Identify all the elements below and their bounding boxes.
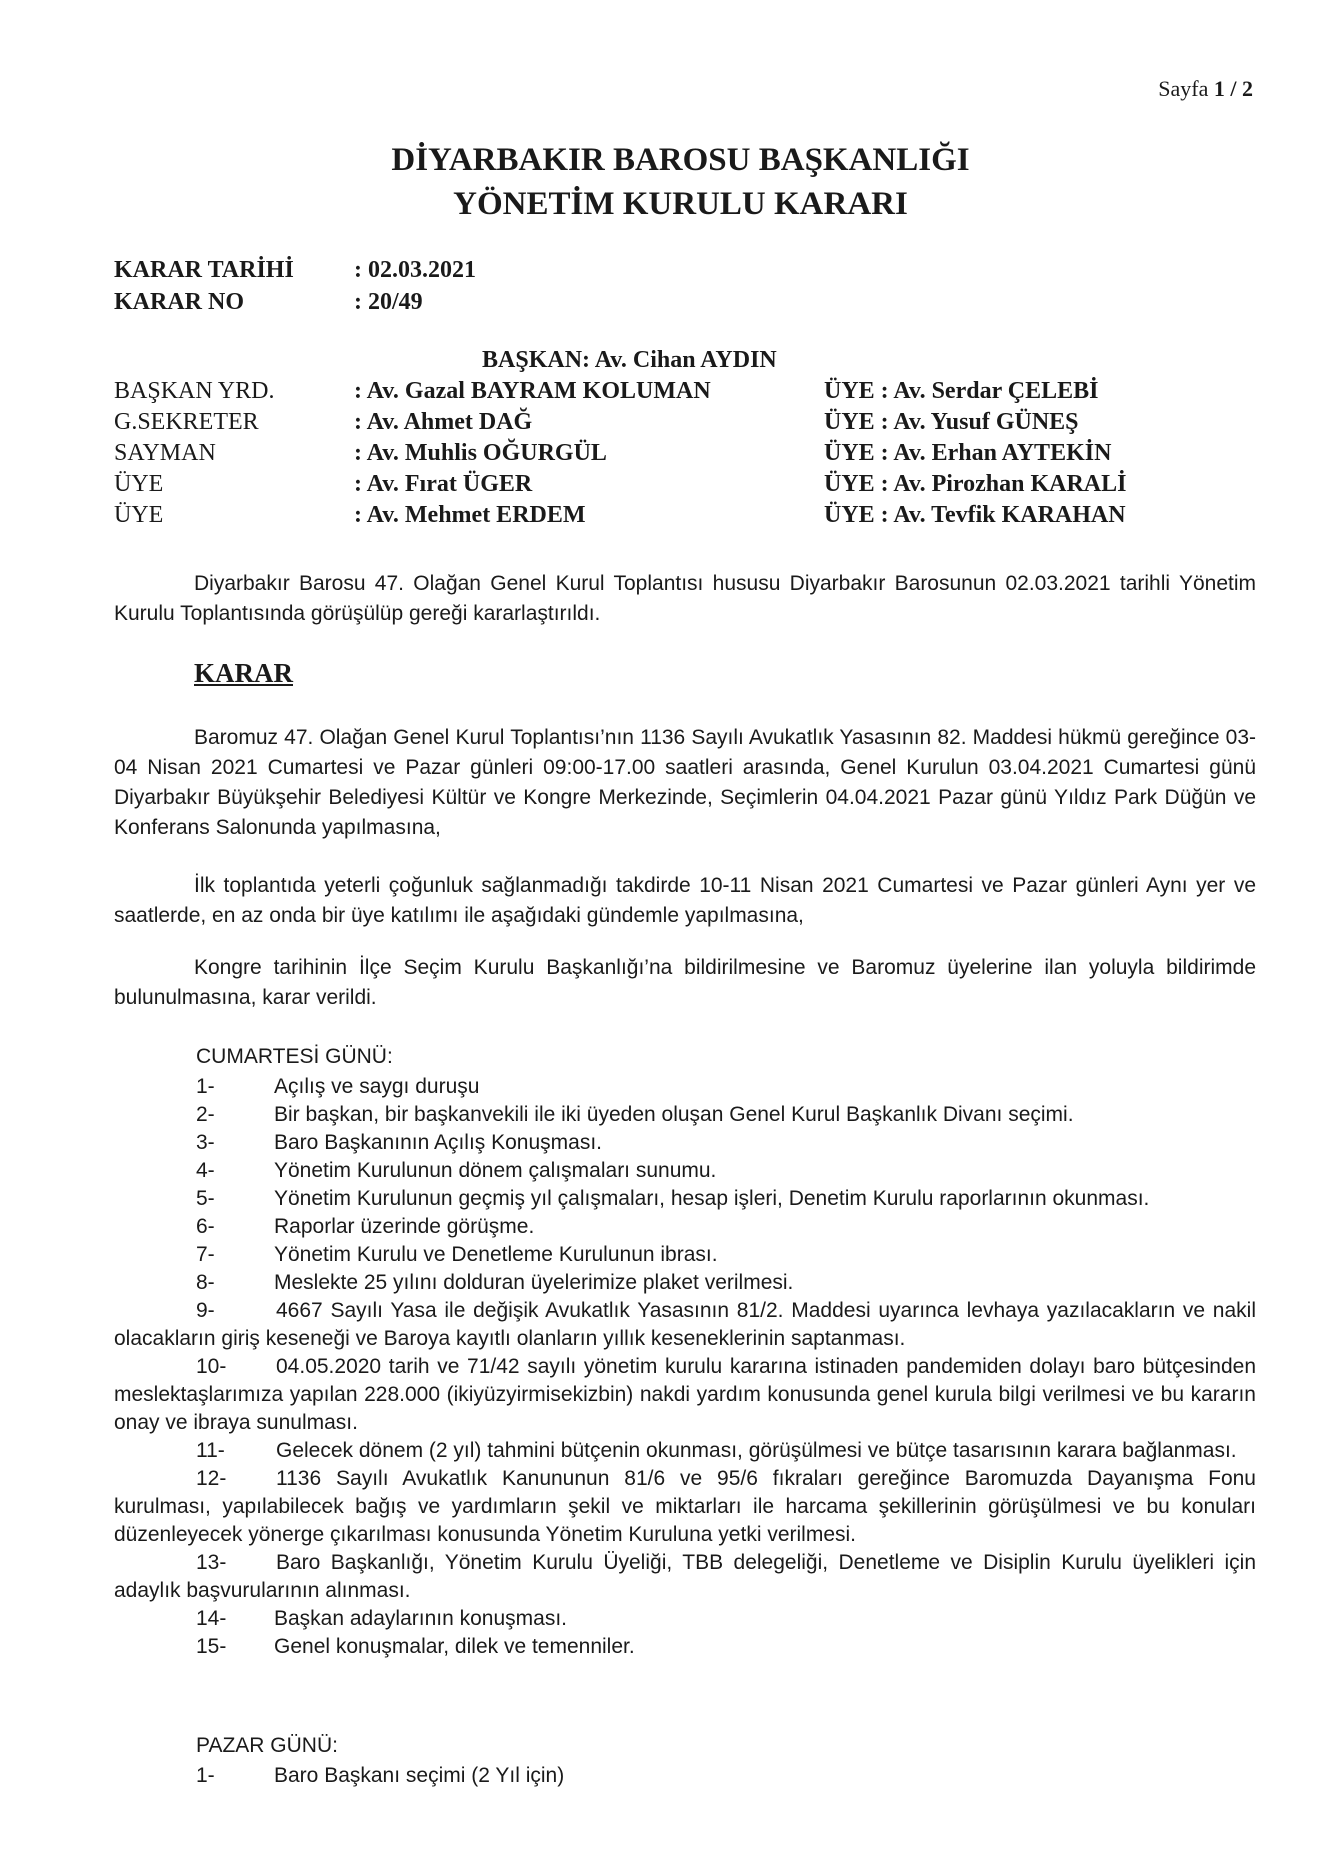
agenda-text: Meslekte 25 yılını dolduran üyelerimize plaket verilmesi. xyxy=(274,1271,794,1294)
agenda-item xyxy=(114,1633,1256,1661)
agenda-number: 7- xyxy=(196,1243,215,1266)
agenda-text: Bir başkan, bir başkanvekili ile iki üyeden oluşan Genel Kurul Başkanlık Divanı seçimi. xyxy=(274,1103,1074,1126)
saturday-agenda xyxy=(114,1073,1256,1661)
agenda-number: 5- xyxy=(196,1187,215,1210)
board-role: G.SEKRETER xyxy=(114,409,259,435)
board-chair: BAŞKAN: Av. Cihan AYDIN xyxy=(482,347,777,373)
decision-date-row xyxy=(114,254,476,286)
agenda-text: Baro Başkanının Açılış Konuşması. xyxy=(274,1131,603,1154)
board-role: SAYMAN xyxy=(114,440,216,466)
decision-number-row xyxy=(114,286,476,318)
karar-text: Kongre tarihinin İlçe Seçim Kurulu Başkanlığı’na bildirilmesine ve Baromuz üyelerine ilan yoluyla bildirimde bulunulmasına, karar verildi. xyxy=(114,956,1256,1009)
agenda-text: Gelecek dönem (2 yıl) tahmini bütçenin okunması, görüşülmesi ve bütçe tasarısının karara bağlanması. xyxy=(276,1439,1237,1462)
agenda-number: 8- xyxy=(196,1271,215,1294)
agenda-item xyxy=(114,1353,1256,1437)
agenda-number: 11- xyxy=(196,1439,225,1462)
board-member: ÜYE : Av. Tevfik KARAHAN xyxy=(824,502,1126,528)
agenda-number: 4- xyxy=(196,1159,215,1182)
agenda-item xyxy=(114,1605,1256,1633)
agenda-item xyxy=(114,1157,1256,1185)
board-row xyxy=(114,500,1234,531)
board-role: ÜYE xyxy=(114,471,164,497)
sunday-title: PAZAR GÜNÜ: xyxy=(196,1734,338,1757)
intro-paragraph xyxy=(114,569,1256,629)
agenda-number: 3- xyxy=(196,1131,215,1154)
agenda-item xyxy=(114,1549,1256,1605)
karar-paragraph-1 xyxy=(114,723,1256,843)
agenda-item xyxy=(114,1297,1256,1353)
heading-line-2: YÖNETİM KURULU KARARI xyxy=(453,186,908,222)
karar-text: Baromuz 47. Olağan Genel Kurul Toplantısı’nın 1136 Sayılı Avukatlık Yasasının 82. Maddesi hükmü gereğince 03-04 Nisan 2021 Cumartesi ve Pazar günleri 09:00-17.00 saatleri arasında, Genel Kurulun 03.04.2021 Cumartesi günü Diyarbakır Büyükşehir Belediyesi Kültür ve Kongre Merkezinde, Seçimlerin 04.04.2021 Pazar günü Yıldız Park Düğün ve Konferans Salonunda yapılmasına, xyxy=(114,726,1256,839)
karar-paragraph-3 xyxy=(114,953,1256,1013)
agenda-number: 10- xyxy=(196,1355,227,1378)
board-member: ÜYE : Av. Erhan AYTEKİN xyxy=(824,440,1112,466)
agenda-item xyxy=(114,1101,1256,1129)
board-role: ÜYE xyxy=(114,502,164,528)
board-name: : Av. Muhlis OĞURGÜL xyxy=(354,440,607,466)
agenda-text: Yönetim Kurulunun dönem çalışmaları sunumu. xyxy=(274,1159,717,1182)
agenda-number: 9- xyxy=(196,1299,215,1322)
decision-meta xyxy=(114,254,476,318)
karar-title: KARAR xyxy=(194,658,293,688)
saturday-title: CUMARTESİ GÜNÜ: xyxy=(196,1045,393,1068)
page-number xyxy=(1158,76,1253,102)
agenda-text: 04.05.2020 tarih ve 71/42 sayılı yönetim kurulu kararına istinaden pandemiden dolayı baro bütçesinden meslektaşlarımıza yapılan 228.000 (ikiyüzyirmisekizbin) nakdi yardım konusunda genel kurula bilgi verilmesi ve bu kararın onay ve ibraya sunulması. xyxy=(114,1355,1256,1434)
board-member: ÜYE : Av. Serdar ÇELEBİ xyxy=(824,378,1099,404)
agenda-text: 4667 Sayılı Yasa ile değişik Avukatlık Yasasının 81/2. Maddesi uyarınca levhaya yazılacakların ve nakil olacakların giriş keseneği ve Baroya kayıtlı olanların yıllık keseneklerinin saptanması. xyxy=(114,1299,1256,1350)
agenda-item xyxy=(114,1185,1256,1213)
agenda-text: Raporlar üzerinde görüşme. xyxy=(274,1215,535,1238)
agenda-item xyxy=(114,1762,1256,1790)
agenda-text: Yönetim Kurulunun geçmiş yıl çalışmaları, hesap işleri, Denetim Kurulu raporlarının okunması. xyxy=(274,1187,1150,1210)
board-name: : Av. Mehmet ERDEM xyxy=(354,502,586,528)
agenda-item xyxy=(114,1241,1256,1269)
board-members xyxy=(114,345,1234,531)
board-row xyxy=(114,469,1234,500)
agenda-item xyxy=(114,1465,1256,1549)
agenda-text: Başkan adaylarının konuşması. xyxy=(274,1607,567,1630)
agenda-number: 13- xyxy=(196,1551,227,1574)
decision-number-value: : 20/49 xyxy=(354,289,423,315)
agenda-item xyxy=(114,1129,1256,1157)
agenda-text: Baro Başkanlığı, Yönetim Kurulu Üyeliği, TBB delegeliği, Denetleme ve Disiplin Kurulu üyelikleri için adaylık başvurularının alınması. xyxy=(114,1551,1256,1602)
agenda-number: 15- xyxy=(196,1635,227,1658)
board-role: BAŞKAN YRD. xyxy=(114,378,275,404)
decision-date-value: : 02.03.2021 xyxy=(354,257,476,283)
sunday-agenda xyxy=(114,1762,1256,1790)
board-row xyxy=(114,407,1234,438)
heading-line-1: DİYARBAKIR BAROSU BAŞKANLIĞI xyxy=(391,142,970,178)
board-name: : Av. Gazal BAYRAM KOLUMAN xyxy=(354,378,711,404)
agenda-text: Açılış ve saygı duruşu xyxy=(274,1075,480,1098)
agenda-number: 1- xyxy=(196,1075,215,1098)
board-row xyxy=(114,438,1234,469)
agenda-text: Genel konuşmalar, dilek ve temenniler. xyxy=(274,1635,635,1658)
agenda-text: Baro Başkanı seçimi (2 Yıl için) xyxy=(274,1764,565,1787)
decision-date-label: KARAR TARİHİ xyxy=(114,257,294,283)
agenda-text: Yönetim Kurulu ve Denetleme Kurulunun ibrası. xyxy=(274,1243,718,1266)
karar-paragraph-2 xyxy=(114,871,1256,931)
agenda-text: 1136 Sayılı Avukatlık Kanununun 81/6 ve 95/6 fıkraları gereğince Baromuzda Dayanışma Fonu kurulması, yapılabilecek bağış ve yardımların şekil ve miktarları ile harcama şekillerinin görüşülmesi ve bu konuları düzenleyecek yönerge çıkarılması konusunda Yönetim Kuruluna yetki verilmesi. xyxy=(114,1467,1256,1546)
board-name: : Av. Ahmet DAĞ xyxy=(354,409,533,435)
board-name: : Av. Fırat ÜGER xyxy=(354,471,533,497)
agenda-number: 1- xyxy=(196,1764,215,1787)
agenda-item xyxy=(114,1437,1256,1465)
page-number-label: Sayfa xyxy=(1158,76,1209,101)
agenda-item xyxy=(114,1073,1256,1101)
agenda-number: 2- xyxy=(196,1103,215,1126)
board-row xyxy=(114,376,1234,407)
agenda-number: 6- xyxy=(196,1215,215,1238)
decision-number-label: KARAR NO xyxy=(114,289,244,315)
board-member: ÜYE : Av. Yusuf GÜNEŞ xyxy=(824,409,1079,435)
agenda-item xyxy=(114,1269,1256,1297)
page-number-value: 1 / 2 xyxy=(1213,76,1253,101)
agenda-item xyxy=(114,1213,1256,1241)
karar-text: İlk toplantıda yeterli çoğunluk sağlanmadığı takdirde 10-11 Nisan 2021 Cumartesi ve Pazar günleri Aynı yer ve saatlerde, en az onda bir üye katılımı ile aşağıdaki gündemle yapılmasına, xyxy=(114,874,1256,927)
document-heading xyxy=(0,138,1331,226)
board-member: ÜYE : Av. Pirozhan KARALİ xyxy=(824,471,1127,497)
intro-text: Diyarbakır Barosu 47. Olağan Genel Kurul Toplantısı hususu Diyarbakır Barosunun 02.03.2021 tarihli Yönetim Kurulu Toplantısında görüşülüp gereği kararlaştırıldı. xyxy=(114,572,1256,625)
agenda-number: 14- xyxy=(196,1607,227,1630)
agenda-number: 12- xyxy=(196,1467,227,1490)
